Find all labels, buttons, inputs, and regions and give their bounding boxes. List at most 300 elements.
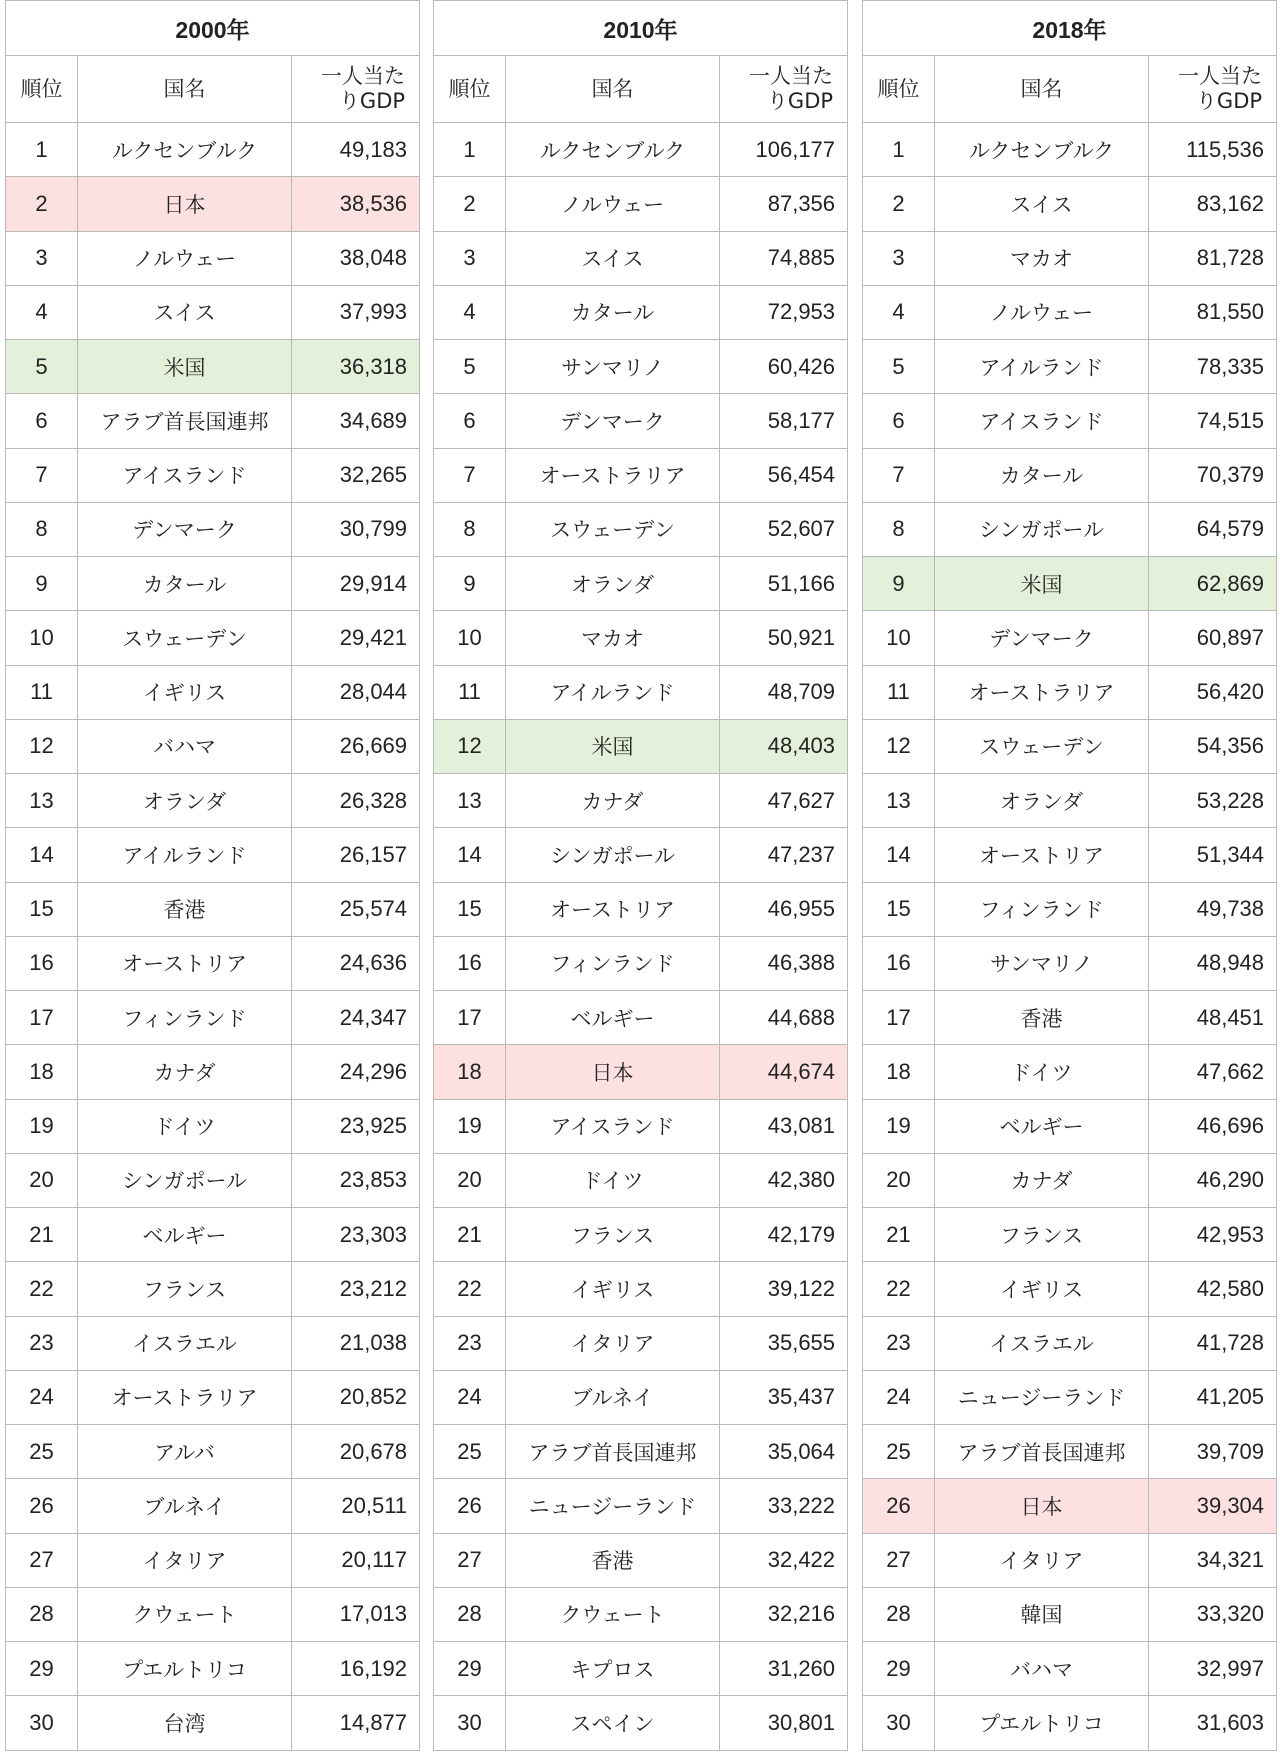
gdp-cell: 48,451 [1149,991,1277,1045]
country-cell: アラブ首長国連邦 [935,1425,1149,1479]
rank-cell: 26 [434,1479,506,1533]
rank-cell: 24 [6,1370,78,1424]
table-row [434,448,848,502]
gdp-cell: 46,955 [720,882,848,936]
table-row [863,231,1277,285]
table-row [863,1153,1277,1207]
table-row [6,719,420,773]
country-cell: アラブ首長国連邦 [506,1425,720,1479]
rank-cell: 12 [6,719,78,773]
gdp-cell: 33,320 [1149,1587,1277,1641]
table-row [863,1642,1277,1696]
rank-cell: 7 [863,448,935,502]
country-cell: サンマリノ [935,936,1149,990]
country-cell: アイルランド [506,665,720,719]
table-row [434,1316,848,1370]
rank-cell: 17 [6,991,78,1045]
country-cell: オランダ [506,557,720,611]
gdp-cell: 47,237 [720,828,848,882]
rank-cell: 27 [6,1533,78,1587]
table-row [434,1153,848,1207]
table-row [434,882,848,936]
rank-cell: 21 [863,1208,935,1262]
gdp-cell: 41,205 [1149,1370,1277,1424]
table-row [6,1642,420,1696]
table-year-title: 2010年 [434,1,848,56]
table-row [863,1208,1277,1262]
country-cell: アイスランド [935,394,1149,448]
gdp-header-line2: りGDP [1195,89,1263,113]
table-row [863,340,1277,394]
gdp-cell: 37,993 [292,285,420,339]
country-cell: スペイン [506,1696,720,1750]
table-row [863,828,1277,882]
gdp-cell: 44,688 [720,991,848,1045]
gdp-cell: 24,296 [292,1045,420,1099]
table-row [863,177,1277,231]
country-cell: サンマリノ [506,340,720,394]
country-cell: クウェート [506,1587,720,1641]
table-row [6,1370,420,1424]
rank-cell: 23 [863,1316,935,1370]
gdp-cell: 44,674 [720,1045,848,1099]
gdp-cell: 32,422 [720,1533,848,1587]
table-row [434,611,848,665]
country-cell: フランス [935,1208,1149,1262]
gdp-cell: 42,580 [1149,1262,1277,1316]
rank-cell: 26 [6,1479,78,1533]
table-row [863,991,1277,1045]
country-cell: クウェート [78,1587,292,1641]
country-cell: オランダ [935,774,1149,828]
country-cell: オーストラリア [78,1370,292,1424]
table-row [434,502,848,556]
table-body [863,123,1277,1751]
table-row [434,394,848,448]
rank-cell: 2 [434,177,506,231]
country-cell: キプロス [506,1642,720,1696]
gdp-cell: 74,885 [720,231,848,285]
gdp-cell: 62,869 [1149,557,1277,611]
gdp-header-line1: 一人当た [1178,64,1263,88]
gdp-cell: 23,212 [292,1262,420,1316]
gdp-cell: 74,515 [1149,394,1277,448]
rank-cell: 14 [6,828,78,882]
table-row [434,1533,848,1587]
table-row [6,340,420,394]
gdp-cell: 24,636 [292,936,420,990]
table-row [6,1208,420,1262]
gdp-cell: 21,038 [292,1316,420,1370]
table-row [434,991,848,1045]
country-cell: ルクセンブルク [506,123,720,177]
table-row [863,774,1277,828]
rank-cell: 7 [6,448,78,502]
gdp-cell: 26,328 [292,774,420,828]
gdp-header-line2: りGDP [766,89,834,113]
rank-cell: 15 [6,882,78,936]
gdp-cell: 14,877 [292,1696,420,1750]
gdp-cell: 28,044 [292,665,420,719]
table-row [863,1045,1277,1099]
rank-cell: 3 [434,231,506,285]
country-cell: 米国 [935,557,1149,611]
country-cell: フィンランド [935,882,1149,936]
gdp-cell: 32,216 [720,1587,848,1641]
table-row [434,177,848,231]
rank-cell: 10 [863,611,935,665]
rank-cell: 29 [434,1642,506,1696]
table-row [6,1533,420,1587]
country-cell: オランダ [78,774,292,828]
table-row [6,1316,420,1370]
table-row [863,1425,1277,1479]
gdp-cell: 46,388 [720,936,848,990]
table-row [434,1425,848,1479]
country-cell: カタール [78,557,292,611]
table-row [863,123,1277,177]
country-cell: スウェーデン [78,611,292,665]
rank-cell: 20 [6,1153,78,1207]
gdp-cell: 47,662 [1149,1045,1277,1099]
gdp-cell: 39,709 [1149,1425,1277,1479]
rank-cell: 7 [434,448,506,502]
country-column-header: 国名 [506,56,720,123]
country-cell: カタール [935,448,1149,502]
gdp-cell: 20,511 [292,1479,420,1533]
gdp-cell: 34,321 [1149,1533,1277,1587]
table-row [6,1153,420,1207]
country-cell: プエルトリコ [78,1642,292,1696]
table-row [863,882,1277,936]
country-cell: スウェーデン [506,502,720,556]
gdp-cell: 42,179 [720,1208,848,1262]
country-cell: イタリア [935,1533,1149,1587]
rank-cell: 18 [863,1045,935,1099]
gdp-cell: 48,403 [720,719,848,773]
rank-cell: 9 [6,557,78,611]
country-cell: ブルネイ [506,1370,720,1424]
rank-cell: 28 [434,1587,506,1641]
table-row [863,1533,1277,1587]
rank-cell: 19 [434,1099,506,1153]
table-row [434,936,848,990]
country-cell: イタリア [506,1316,720,1370]
rank-cell: 21 [6,1208,78,1262]
rank-cell: 17 [863,991,935,1045]
table-row [6,557,420,611]
rank-cell: 8 [6,502,78,556]
country-cell: 米国 [78,340,292,394]
table-row [6,1479,420,1533]
rank-cell: 25 [6,1425,78,1479]
table-row [434,1262,848,1316]
gdp-cell: 53,228 [1149,774,1277,828]
country-cell: オーストラリア [935,665,1149,719]
gdp-cell: 58,177 [720,394,848,448]
country-cell: ベルギー [78,1208,292,1262]
table-row [6,991,420,1045]
country-cell: オーストラリア [506,448,720,502]
rank-cell: 30 [434,1696,506,1750]
gdp-cell: 43,081 [720,1099,848,1153]
country-cell: シンガポール [506,828,720,882]
rank-cell: 10 [6,611,78,665]
table-row [6,394,420,448]
rank-cell: 26 [863,1479,935,1533]
ranking-table-2010 [433,0,848,1751]
table-row [434,828,848,882]
gdp-cell: 78,335 [1149,340,1277,394]
gdp-cell: 47,627 [720,774,848,828]
gdp-cell: 25,574 [292,882,420,936]
table-row [6,285,420,339]
gdp-cell: 60,426 [720,340,848,394]
rank-cell: 28 [6,1587,78,1641]
table-row [863,1587,1277,1641]
rank-cell: 2 [6,177,78,231]
gdp-cell: 17,013 [292,1587,420,1641]
country-cell: デンマーク [506,394,720,448]
rank-cell: 1 [6,123,78,177]
ranking-table-2018 [862,0,1277,1751]
gdp-cell: 35,655 [720,1316,848,1370]
gdp-cell: 72,953 [720,285,848,339]
rank-cell: 13 [863,774,935,828]
country-cell: バハマ [935,1642,1149,1696]
rank-cell: 30 [6,1696,78,1750]
gdp-cell: 29,421 [292,611,420,665]
table-row [863,719,1277,773]
gdp-cell: 83,162 [1149,177,1277,231]
table-year-title: 2018年 [863,1,1277,56]
gdp-column-header [720,56,848,123]
gdp-column-header [1149,56,1277,123]
rank-column-header: 順位 [434,56,506,123]
rank-cell: 29 [6,1642,78,1696]
table-row [863,665,1277,719]
table-row [434,285,848,339]
country-cell: イスラエル [78,1316,292,1370]
table-row [434,1479,848,1533]
table-row [434,719,848,773]
table-row [434,1696,848,1750]
gdp-cell: 60,897 [1149,611,1277,665]
table-row [863,285,1277,339]
gdp-cell: 23,925 [292,1099,420,1153]
gdp-cell: 87,356 [720,177,848,231]
country-cell: ルクセンブルク [78,123,292,177]
gdp-cell: 115,536 [1149,123,1277,177]
rank-cell: 28 [863,1587,935,1641]
gdp-cell: 46,290 [1149,1153,1277,1207]
country-cell: デンマーク [78,502,292,556]
table-row [6,123,420,177]
table-row [434,1642,848,1696]
country-cell: マカオ [506,611,720,665]
country-cell: フィンランド [506,936,720,990]
table-row [6,665,420,719]
country-cell: ドイツ [506,1153,720,1207]
country-cell: フランス [506,1208,720,1262]
gdp-header-line1: 一人当た [321,64,406,88]
gdp-cell: 26,157 [292,828,420,882]
table-row [6,1425,420,1479]
rank-cell: 3 [863,231,935,285]
rank-cell: 5 [6,340,78,394]
country-cell: ノルウェー [78,231,292,285]
gdp-cell: 33,222 [720,1479,848,1533]
gdp-cell: 70,379 [1149,448,1277,502]
rank-cell: 18 [6,1045,78,1099]
rank-cell: 4 [434,285,506,339]
country-cell: カナダ [506,774,720,828]
gdp-cell: 26,669 [292,719,420,773]
country-cell: アイルランド [78,828,292,882]
gdp-cell: 38,536 [292,177,420,231]
country-cell: 香港 [78,882,292,936]
rank-cell: 11 [434,665,506,719]
rank-cell: 19 [6,1099,78,1153]
table-row [434,774,848,828]
table-row [6,1045,420,1099]
rank-cell: 2 [863,177,935,231]
country-cell: カナダ [935,1153,1149,1207]
rank-cell: 25 [434,1425,506,1479]
ranking-table-2000 [5,0,420,1751]
table-row [863,1316,1277,1370]
rank-cell: 12 [863,719,935,773]
gdp-cell: 51,344 [1149,828,1277,882]
country-cell: ドイツ [935,1045,1149,1099]
country-cell: 日本 [78,177,292,231]
country-cell: オーストリア [935,828,1149,882]
country-cell: 香港 [935,991,1149,1045]
table-row [863,557,1277,611]
rank-column-header: 順位 [6,56,78,123]
country-cell: ノルウェー [935,285,1149,339]
country-cell: イギリス [935,1262,1149,1316]
rank-cell: 21 [434,1208,506,1262]
country-cell: ルクセンブルク [935,123,1149,177]
gdp-cell: 42,953 [1149,1208,1277,1262]
rank-cell: 11 [863,665,935,719]
rank-cell: 15 [434,882,506,936]
table-row [6,177,420,231]
country-cell: フィンランド [78,991,292,1045]
gdp-header-line1: 一人当た [749,64,834,88]
rank-cell: 25 [863,1425,935,1479]
country-cell: イギリス [506,1262,720,1316]
table-row [434,1208,848,1262]
country-cell: 日本 [935,1479,1149,1533]
gdp-cell: 54,356 [1149,719,1277,773]
gdp-cell: 31,260 [720,1642,848,1696]
table-row [863,1479,1277,1533]
gdp-cell: 32,997 [1149,1642,1277,1696]
table-row [6,448,420,502]
rank-cell: 20 [434,1153,506,1207]
rank-cell: 13 [6,774,78,828]
gdp-cell: 36,318 [292,340,420,394]
table-row [863,936,1277,990]
table-row [863,448,1277,502]
table-row [6,774,420,828]
rank-cell: 22 [434,1262,506,1316]
country-cell: ブルネイ [78,1479,292,1533]
country-cell: アルバ [78,1425,292,1479]
table-row [434,557,848,611]
country-cell: スイス [935,177,1149,231]
rank-cell: 30 [863,1696,935,1750]
rank-cell: 17 [434,991,506,1045]
gdp-cell: 30,801 [720,1696,848,1750]
table-row [863,502,1277,556]
country-cell: ニュージーランド [506,1479,720,1533]
rank-cell: 6 [863,394,935,448]
country-cell: ニュージーランド [935,1370,1149,1424]
table-row [863,1099,1277,1153]
gdp-cell: 48,948 [1149,936,1277,990]
gdp-cell: 32,265 [292,448,420,502]
gdp-cell: 81,550 [1149,285,1277,339]
country-cell: スイス [78,285,292,339]
gdp-cell: 29,914 [292,557,420,611]
rank-cell: 18 [434,1045,506,1099]
rank-cell: 1 [863,123,935,177]
gdp-cell: 20,117 [292,1533,420,1587]
table-year-title: 2000年 [6,1,420,56]
country-cell: ドイツ [78,1099,292,1153]
country-cell: 米国 [506,719,720,773]
table-row [6,1099,420,1153]
gdp-cell: 41,728 [1149,1316,1277,1370]
country-cell: 台湾 [78,1696,292,1750]
table-row [6,882,420,936]
table-row [6,828,420,882]
gdp-column-header [292,56,420,123]
gdp-cell: 46,696 [1149,1099,1277,1153]
table-row [6,1587,420,1641]
gdp-cell: 35,064 [720,1425,848,1479]
country-cell: ノルウェー [506,177,720,231]
country-cell: 日本 [506,1045,720,1099]
gdp-cell: 51,166 [720,557,848,611]
table-row [6,936,420,990]
rank-cell: 8 [434,502,506,556]
rank-cell: 6 [6,394,78,448]
rank-cell: 8 [863,502,935,556]
country-cell: 韓国 [935,1587,1149,1641]
table-row [434,231,848,285]
table-row [6,502,420,556]
table-row [863,394,1277,448]
table-row [863,1370,1277,1424]
rank-cell: 27 [434,1533,506,1587]
gdp-cell: 16,192 [292,1642,420,1696]
country-cell: プエルトリコ [935,1696,1149,1750]
rank-cell: 9 [434,557,506,611]
gdp-cell: 81,728 [1149,231,1277,285]
rank-cell: 4 [6,285,78,339]
country-cell: アイルランド [935,340,1149,394]
gdp-cell: 56,420 [1149,665,1277,719]
rank-cell: 3 [6,231,78,285]
gdp-cell: 49,738 [1149,882,1277,936]
table-row [434,340,848,394]
rank-cell: 10 [434,611,506,665]
table-body [434,123,848,1751]
